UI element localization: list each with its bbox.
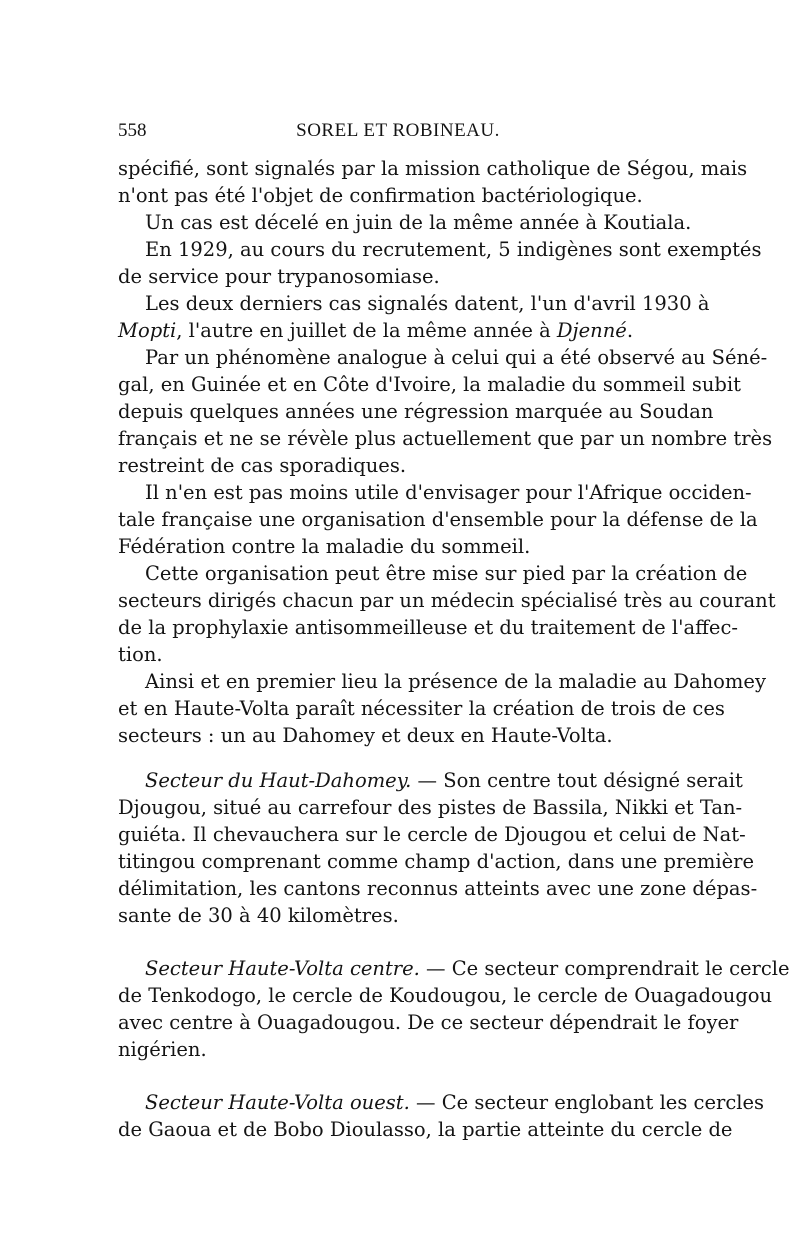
text-line: Cette organisation peut être mise sur pied par la création de xyxy=(145,562,748,585)
text-run: , l'autre en juillet de la même année à xyxy=(176,319,557,342)
text-line: avec centre à Ouagadougou. De ce secteur dépendrait le foyer xyxy=(118,1011,739,1034)
text-line xyxy=(145,955,790,982)
text-line: tion. xyxy=(118,643,163,666)
section-heading: Secteur du Haut-Dahomey. xyxy=(145,769,412,792)
running-title: SOREL ET ROBINEAU. xyxy=(296,120,500,141)
text-line: délimitation, les cantons reconnus atteints avec une zone dépas- xyxy=(118,877,758,900)
section-heading: Secteur Haute-Volta centre. xyxy=(145,957,420,980)
text-line: secteurs dirigés chacun par un médecin spécialisé très au courant xyxy=(118,589,776,612)
text-line: Il n'en est pas moins utile d'envisager pour l'Afrique occiden- xyxy=(145,481,752,504)
text-line xyxy=(145,1089,765,1116)
text-line: Ainsi et en premier lieu la présence de la maladie au Dahomey xyxy=(145,670,766,693)
text-line: Djougou, situé au carrefour des pistes de Bassila, Nikki et Tan- xyxy=(118,796,743,819)
text-line: de Tenkodogo, le cercle de Koudougou, le cercle de Ouagadougou xyxy=(118,984,773,1007)
text-line xyxy=(145,767,743,794)
text-line: et en Haute-Volta paraît nécessiter la création de trois de ces xyxy=(118,697,725,720)
text-line: de la prophylaxie antisommeilleuse et du traitement de l'affec- xyxy=(118,616,738,639)
page-number: 558 xyxy=(118,120,147,141)
text-run: — Ce secteur englobant les cercles xyxy=(409,1091,765,1114)
text-line: titingou comprenant comme champ d'action, dans une première xyxy=(118,850,754,873)
text-line: Un cas est décelé en juin de la même année à Koutiala. xyxy=(145,211,692,234)
text-line: En 1929, au cours du recrutement, 5 indigènes sont exemptés xyxy=(145,238,762,261)
text-run: . xyxy=(626,319,634,342)
text-run: — Son centre tout désigné serait xyxy=(411,769,743,792)
text-line: restreint de cas sporadiques. xyxy=(118,454,407,477)
text-line: de Gaoua et de Bobo Dioulasso, la partie atteinte du cercle de xyxy=(118,1118,733,1141)
text-line: n'ont pas été l'objet de confirmation bactériologique. xyxy=(118,184,643,207)
running-header xyxy=(118,120,678,144)
text-line: tale française une organisation d'ensemble pour la défense de la xyxy=(118,508,758,531)
text-line: spécifié, sont signalés par la mission catholique de Ségou, mais xyxy=(118,157,748,180)
text-line: Par un phénomène analogue à celui qui a été observé au Séné- xyxy=(145,346,768,369)
text-line: depuis quelques années une régression marquée au Soudan xyxy=(118,400,714,423)
text-run: — Ce secteur comprendrait le cercle xyxy=(419,957,790,980)
text-line: sante de 30 à 40 kilomètres. xyxy=(118,904,399,927)
text-line: guiéta. Il chevauchera sur le cercle de Djougou et celui de Nat- xyxy=(118,823,746,846)
place-name: Mopti xyxy=(118,319,177,342)
text-line xyxy=(118,317,678,344)
text-line: Fédération contre la maladie du sommeil. xyxy=(118,535,531,558)
section-heading: Secteur Haute-Volta ouest. xyxy=(145,1091,410,1114)
text-line: de service pour trypanosomiase. xyxy=(118,265,440,288)
text-line: secteurs : un au Dahomey et deux en Haute-Volta. xyxy=(118,724,613,747)
text-line: Les deux derniers cas signalés datent, l'un d'avril 1930 à xyxy=(145,292,710,315)
text-line: français et ne se révèle plus actuellement que par un nombre très xyxy=(118,427,773,450)
text-line: gal, en Guinée et en Côte d'Ivoire, la maladie du sommeil subit xyxy=(118,373,741,396)
place-name: Djenné xyxy=(556,319,627,342)
text-line: nigérien. xyxy=(118,1038,207,1061)
